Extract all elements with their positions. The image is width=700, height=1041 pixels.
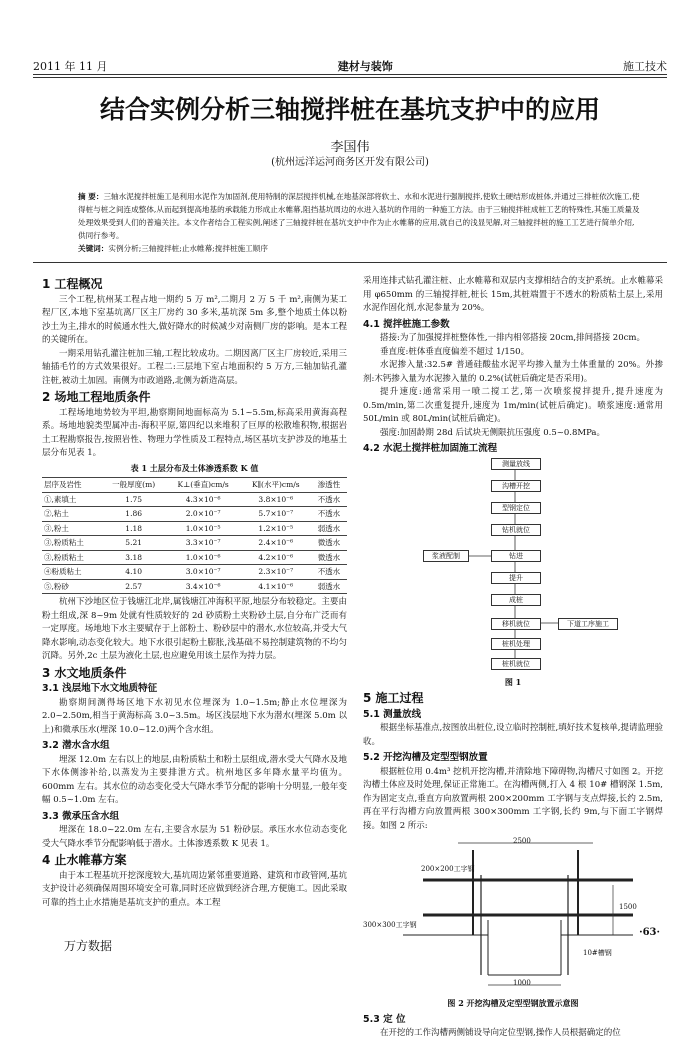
table-cell: 1.75 xyxy=(102,492,166,507)
header-rule xyxy=(33,77,667,78)
flow-step: 钻机就位 xyxy=(491,524,541,536)
keywords: 实例分析;三轴搅拌桩;止水帷幕;搅拌桩施工顺序 xyxy=(108,244,268,253)
table-cell: 1.2×10⁻⁵ xyxy=(241,521,311,536)
table-cell: 2.57 xyxy=(102,579,166,594)
section-1-title: 1 工程概况 xyxy=(42,277,103,291)
flow-step: 测量放线 xyxy=(491,458,541,470)
table-cell: ③,粉质粘土 xyxy=(42,536,102,551)
paragraph: 水泥掺入量:32.5# 普通硅酸盐水泥平均掺入量为土体重量的 20%。外掺剂:木钙掺入量为水泥掺入量的 0.2%(试桩后确定是否采用)。 xyxy=(363,360,663,384)
paragraph: 杭州下沙地区位于钱塘江北岸,属钱塘江冲海积平原,地层分布较稳定。主要由粉土组成,深 8~9m 处就有性质较好的 2d 砂质粉土夹粉砂土层,自分布广泛而有一定厚度。场地地下水主要赋存于上部粉土、粉砂层中的潜水,水位较高,并受大气降水影响,动态变化较大。地下水很引起粉土膨胀,浅基础不易控制建筑物的不均匀沉降。另外,2c 土层为液化土层,也应避免用该土层作为持力层。 xyxy=(42,597,347,661)
table-cell: 3.18 xyxy=(102,550,166,565)
soil-table xyxy=(42,477,347,594)
left-column xyxy=(42,275,347,910)
table-cell: 3.0×10⁻⁷ xyxy=(166,565,241,580)
table-cell: 4.1×10⁻⁶ xyxy=(241,579,311,594)
paragraph: 埋深 12.0m 左右以上的地层,由粉质粘土和粉土层组成,潜水受大气降水及地下水体侧渗补给,以蒸发为主要排泄方式。杭州地区多年降水量平均值为。600mm 左右。其水位的动态变化受大气降水季节分配的影响十分明显,一般年变幅 0.5~1.0m 左右。 xyxy=(42,754,347,805)
table-cell: 2.4×10⁻⁶ xyxy=(241,536,311,551)
table-row xyxy=(42,507,347,522)
subsection-3-1-title: 3.1 浅层地下水文地质特征 xyxy=(42,683,158,694)
table-cell: 不透水 xyxy=(311,492,347,507)
paper-title: 结合实例分析三轴搅拌桩在基坑支护中的应用 xyxy=(99,95,600,124)
table-row xyxy=(42,536,347,551)
abstract-rule xyxy=(33,262,667,263)
table-cell: ①,素填土 xyxy=(42,492,102,507)
header-journal: 建材与装饰 xyxy=(337,60,393,73)
diagram-drawing xyxy=(363,835,663,995)
flow-step: 成桩 xyxy=(491,594,541,606)
i-beam-200-label: 200×200工字钢 xyxy=(421,865,475,873)
figure-1-caption: 图 1 xyxy=(504,676,522,687)
table-cell: 不透水 xyxy=(311,507,347,522)
affiliation: (杭州远洋运河商务区开发有限公司) xyxy=(271,157,429,168)
paragraph: 强度:加固龄期 28d 后试块无侧限抗压强度 0.5~0.8MPa。 xyxy=(380,427,605,438)
flow-step: 桩机处理 xyxy=(491,638,541,650)
table-row xyxy=(42,550,347,565)
subsection-4-2-title: 4.2 水泥土搅拌桩加固施工流程 xyxy=(363,443,498,454)
table-caption: 表 1 土层分布及土体渗透系数 K 值 xyxy=(130,462,259,473)
table-cell: 2.0×10⁻⁷ xyxy=(166,507,241,522)
table-cell: 5.7×10⁻⁷ xyxy=(241,507,311,522)
table-cell: 弱透水 xyxy=(311,579,347,594)
subsection-3-2-title: 3.2 潜水含水组 xyxy=(42,740,110,751)
table-cell: 微透水 xyxy=(311,550,347,565)
flow-step: 钻进 xyxy=(491,550,541,562)
table-header-cell: 层序及岩性 xyxy=(42,478,102,493)
section-2-title: 2 场地工程地质条件 xyxy=(42,390,151,404)
subsection-5-3-title: 5.3 定 位 xyxy=(363,1013,406,1025)
table-cell: 1.86 xyxy=(102,507,166,522)
dim-label: 2500 xyxy=(513,837,531,845)
table-cell: 微透水 xyxy=(311,536,347,551)
table-header-cell: K∥(水平)cm/s xyxy=(241,478,311,493)
section-5-title: 5 施工过程 xyxy=(363,691,424,705)
dim-label: 1000 xyxy=(513,979,531,987)
steel-placement-diagram xyxy=(363,835,663,995)
table-cell: 3.8×10⁻⁶ xyxy=(241,492,311,507)
table-cell: 1.18 xyxy=(102,521,166,536)
right-column xyxy=(363,275,663,1041)
table-cell: 5.21 xyxy=(102,536,166,551)
table-cell: 4.2×10⁻⁶ xyxy=(241,550,311,565)
paragraph: 勘察期间测得场区地下水初见水位埋深为 1.0~1.5m;静止水位埋深为 2.0~2.50m,相当于黄海标高 3.0~3.5m。场区浅层地下水为潜水(埋深 5.0m 以上)和微承压水(埋深 10.0~12.0)两个含水组。 xyxy=(42,697,347,735)
section-3-title: 3 水文地质条件 xyxy=(42,665,127,680)
table-cell: 4.3×10⁻⁶ xyxy=(166,492,241,507)
paragraph: 一期采用钻孔灌注桩加三轴,工程比较成功。二期因离厂区主厂房较近,采用三轴插毛竹的方式效果很好。工程二:三层地下室占地面积约 5 万方,三轴加钻孔灌注桩,被动土加固。南侧为市政道路,北侧为新造高层。 xyxy=(42,348,347,386)
table-header-cell: 一般厚度(m) xyxy=(102,478,166,493)
table-row xyxy=(42,492,347,507)
channel-steel-label: 10#槽钢 xyxy=(583,949,612,957)
table-cell: 1.0×10⁻⁵ xyxy=(166,521,241,536)
table-header-row xyxy=(42,478,347,493)
flowchart xyxy=(363,458,663,674)
paragraph: 由于本工程基坑开挖深度较大,基坑周边紧邻重要道路、建筑和市政管网,基坑支护设计必须确保周围环境安全可靠,同时还应做到经济合理,方便施工。因此采取可靠的挡土止水措施是基坑支护的重点。本工程 xyxy=(42,870,347,908)
page-number: ·63· xyxy=(639,927,660,938)
flow-step: 沟槽开挖 xyxy=(491,480,541,492)
subsection-5-2-title: 5.2 开挖沟槽及定型型钢放置 xyxy=(363,752,488,763)
subsection-4-1-title: 4.1 搅拌桩施工参数 xyxy=(363,318,450,330)
flow-side-step: 下道工序施工 xyxy=(558,618,618,630)
paragraph: 工程场地地势较为平坦,勘察期间地面标高为 5.1~5.5m,标高采用黄海高程系。场地地貌类型属冲击-海积平原,第四纪以来堆积了巨厚的松散堆积物,根据岩土工程勘察报告,按照岩性、物理力学性质及工程特点,场区基坑支护涉及的地基土层分布见表 1。 xyxy=(42,407,347,458)
keywords-label: 关键词： xyxy=(78,244,109,253)
table-cell: 4.10 xyxy=(102,565,166,580)
table-cell: 3.3×10⁻⁷ xyxy=(166,536,241,551)
header-date: 2011 年 11 月 xyxy=(33,60,108,73)
table-cell: ③,粉土 xyxy=(42,521,102,536)
table-header-cell: 渗透性 xyxy=(311,478,347,493)
table-cell: 不透水 xyxy=(311,565,347,580)
header-section: 施工技术 xyxy=(622,60,667,73)
table-cell: ③,粉质粘土 xyxy=(42,550,102,565)
i-beam-300-label: 300×300工字钢 xyxy=(363,921,417,929)
flow-step: 桩机就位 xyxy=(491,658,541,670)
table-row xyxy=(42,521,347,536)
paragraph: 提升速度:通常采用一喷二搅工艺,第一次喷浆搅拌提升,提升速度为 0.5m/min,第二次重复提升,速度为 1m/min(试桩后确定)。喷浆速度:通常用 50L/min 或 80L/min(试桩后确定)。 xyxy=(363,387,663,424)
subsection-3-3-title: 3.3 微承压含水组 xyxy=(42,810,120,822)
flow-step: 型钢定位 xyxy=(491,502,541,514)
running-header xyxy=(33,56,667,75)
abstract xyxy=(78,190,640,255)
table-cell: 弱透水 xyxy=(311,521,347,536)
flow-step: 提升 xyxy=(491,572,541,584)
subsection-5-1-title: 5.1 测量放线 xyxy=(363,708,422,720)
section-4-title: 4 止水帷幕方案 xyxy=(42,853,127,867)
paragraph: 根据坐标基准点,按图放出桩位,设立临时控制桩,填好技术复核单,提请监理验收。 xyxy=(363,723,663,747)
paragraph: 根据桩位用 0.4m³ 挖机开挖沟槽,并清除地下障碍物,沟槽尺寸如图 2。开挖沟槽土体应及时处理,保证正常施工。在沟槽两侧,打入 4 根 10# 槽钢深 1.5m,作为固定支点,垂直方向放置两根 200×200mm 工字钢与支点焊接,长约 2.5m,再在平行沟槽方向放置两根 300×300mm 工字钢,长约 9m,与下面工字钢焊接。如图 2 所示: xyxy=(363,766,663,831)
table-header-cell: K⊥(垂直)cm/s xyxy=(166,478,241,493)
paragraph: 三个工程,杭州某工程占地一期约 5 万 m²,二期月 2 万 5 千 m²,南侧为某工程厂区,本地下室基坑离厂区主厂房约 30 多米,基坑深 5m 多,整个地质土体以粉沙土为主,排水的时候通水性大,做好降水的时候减少对南侧厂房的影响。是本工程的关键所在。 xyxy=(42,294,347,345)
table-row xyxy=(42,579,347,594)
paragraph: 埋深在 18.0~22.0m 左右,主要含水层为 51 粉砂层。承压水水位动态变化受大气降水季节分配影响低于潜水。土体渗透系数 K 见表 1。 xyxy=(42,825,347,849)
table-cell: 3.4×10⁻⁶ xyxy=(166,579,241,594)
table-cell: ④粉质粘土 xyxy=(42,565,102,580)
table-cell: 2.3×10⁻⁷ xyxy=(241,565,311,580)
abstract-text: 三轴水泥搅拌桩施工是利用水泥作为加固剂,使用特制的深层搅拌机械,在地基深部将软土、水和水泥进行强制搅拌,使软土硬结形成桩体,并通过三排桩依次施工,使得桩与桩之间连成整体,从而起到提高地基的承载能力形成止水帷幕,阻挡基坑周边的水进入基坑的作用的一种施工方法。由于三轴搅拌桩成桩工艺的特殊性,其施工质量及处理效果受到人们的普遍关注。本文作者结合工程实例,阐述了三轴搅拌桩在基坑支护中作为止水帷幕的应用,就自己的浅显见解,对三轴搅拌桩的施工工艺进行简单介绍,供同行参考。 xyxy=(78,192,640,240)
figure-2-caption: 图 2 开挖沟槽及定型型钢放置示意图 xyxy=(447,998,579,1008)
watermark-text: 万方数据 xyxy=(64,939,113,953)
flow-step: 移机就位 xyxy=(491,618,541,630)
flow-side-step: 浆液配制 xyxy=(423,550,469,562)
paragraph: 垂直度:桩体垂直度偏差不超过 1/150。 xyxy=(380,346,530,357)
paragraph: 采用连排式钻孔灌注桩、止水帷幕和双层内支撑相结合的支护系统。止水帷幕采用 φ650mm 的三轴搅拌桩,桩长 15m,其桩端置于不透水的粉质粘土层上,采用水泥作固化剂,水泥参量为 20%。 xyxy=(363,276,663,313)
paragraph: 在开挖的工作沟槽两侧铺设导向定位型钢,操作人员根据确定的位 xyxy=(380,1028,621,1038)
table-row xyxy=(42,565,347,580)
table-cell: 1.0×10⁻⁶ xyxy=(166,550,241,565)
abstract-label: 摘 要： xyxy=(78,192,104,201)
author: 李国伟 xyxy=(330,140,370,155)
dim-label: 1500 xyxy=(619,903,637,911)
table-cell: ②,粘土 xyxy=(42,507,102,522)
table-cell: ⑤,粉砂 xyxy=(42,579,102,594)
paragraph: 搭接:为了加强搅拌桩整体性,一排内相邻搭接 20cm,排间搭接 20cm。 xyxy=(380,333,645,343)
